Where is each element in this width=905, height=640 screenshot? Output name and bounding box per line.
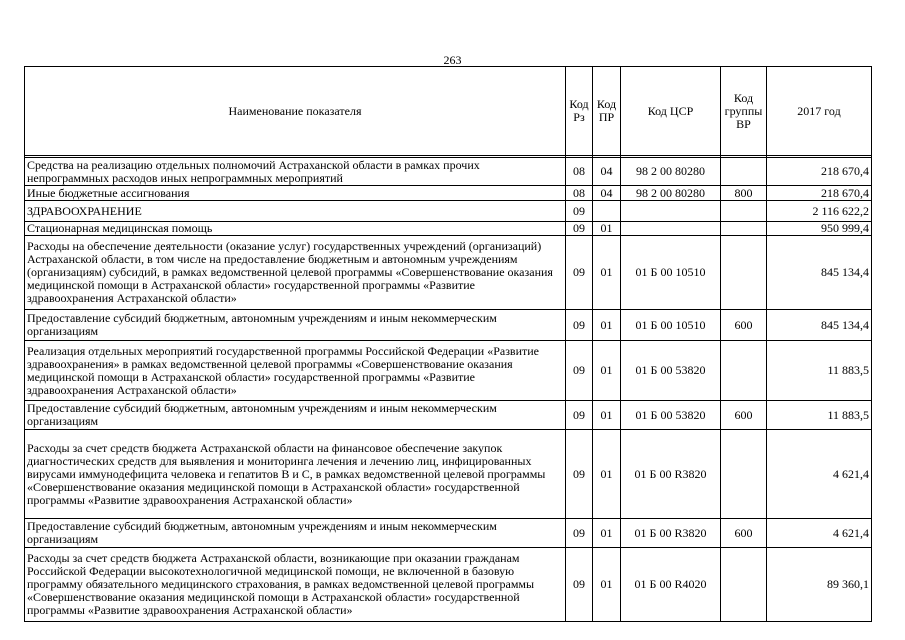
row-rz: 09: [566, 401, 593, 430]
table-row: [25, 401, 872, 430]
row-rz: 09: [566, 341, 593, 401]
row-name: Предоставление субсидий бюджетным, автономным учреждениям и иным некоммерческим организациям: [25, 401, 566, 430]
row-name: Стационарная медицинская помощь: [25, 222, 566, 236]
row-pr: 01: [593, 430, 621, 519]
row-vr: 800: [721, 186, 767, 201]
table-row: [25, 341, 872, 401]
row-sum: 2 116 622,2: [767, 201, 872, 222]
table-row: [25, 236, 872, 310]
row-sum: 845 134,4: [767, 310, 872, 341]
row-sum: 4 621,4: [767, 519, 872, 548]
row-csr: [621, 222, 721, 236]
row-vr: 600: [721, 401, 767, 430]
row-name: Расходы за счет средств бюджета Астраханской области, возникающие при оказании гражданам Российской Федерации высокотехнологичной медицинской помощи, не включенной в базовую программу обязательного медицинского страхования, в рамках ведомственной целевой программы «Совершенствование оказания медицинской помощи в Астраханской области» государственной программы «Развитие здравоохранения Астраханской области»: [25, 548, 566, 622]
table-row: [25, 430, 872, 519]
row-name: Иные бюджетные ассигнования: [25, 186, 566, 201]
row-rz: 09: [566, 201, 593, 222]
row-vr: 600: [721, 310, 767, 341]
row-csr: 98 2 00 80280: [621, 158, 721, 186]
row-vr: [721, 341, 767, 401]
row-pr: 04: [593, 186, 621, 201]
header-vr: Код группы ВР: [721, 67, 767, 156]
row-pr: 01: [593, 548, 621, 622]
row-csr: 01 Б 00 53820: [621, 341, 721, 401]
row-vr: [721, 222, 767, 236]
table-row: [25, 519, 872, 548]
row-rz: 08: [566, 186, 593, 201]
row-vr: [721, 430, 767, 519]
row-name: ЗДРАВООХРАНЕНИЕ: [25, 201, 566, 222]
row-name: Реализация отдельных мероприятий государственной программы Российской Федерации «Развитие здравоохранения» в рамках ведомственной целевой программы «Совершенствование оказания медицинской помощи в Астраханской области» государственной программы «Развитие здравоохранения Астраханской области»: [25, 341, 566, 401]
row-pr: 04: [593, 158, 621, 186]
row-csr: 01 Б 00 R4020: [621, 548, 721, 622]
row-sum: 218 670,4: [767, 158, 872, 186]
row-sum: 218 670,4: [767, 186, 872, 201]
row-csr: 98 2 00 80280: [621, 186, 721, 201]
row-pr: [593, 201, 621, 222]
row-rz: 09: [566, 519, 593, 548]
table-header-row: [25, 67, 872, 156]
row-rz: 08: [566, 158, 593, 186]
table-row: [25, 310, 872, 341]
row-csr: 01 Б 00 10510: [621, 310, 721, 341]
row-rz: 09: [566, 430, 593, 519]
budget-table: [24, 66, 872, 622]
row-vr: 600: [721, 519, 767, 548]
header-name: Наименование показателя: [25, 67, 566, 156]
row-csr: 01 Б 00 R3820: [621, 430, 721, 519]
row-sum: 845 134,4: [767, 236, 872, 310]
row-name: Предоставление субсидий бюджетным, автономным учреждениям и иным некоммерческим организациям: [25, 519, 566, 548]
row-name: Предоставление субсидий бюджетным, автономным учреждениям и иным некоммерческим организациям: [25, 310, 566, 341]
row-pr: 01: [593, 341, 621, 401]
row-pr: 01: [593, 310, 621, 341]
row-sum: 4 621,4: [767, 430, 872, 519]
table-row: [25, 222, 872, 236]
row-vr: [721, 548, 767, 622]
header-year: 2017 год: [767, 67, 872, 156]
header-csr: Код ЦСР: [621, 67, 721, 156]
row-sum: 89 360,1: [767, 548, 872, 622]
row-csr: 01 Б 00 53820: [621, 401, 721, 430]
row-sum: 950 999,4: [767, 222, 872, 236]
row-rz: 09: [566, 310, 593, 341]
header-rz: Код Рз: [566, 67, 593, 156]
header-pr: Код ПР: [593, 67, 621, 156]
table-row: [25, 548, 872, 622]
row-pr: 01: [593, 236, 621, 310]
row-vr: [721, 201, 767, 222]
row-name: Расходы за счет средств бюджета Астраханской области на финансовое обеспечение закупок диагностических средств для выявления и мониторинга лечения и лечению лиц, инфицированных вирусами иммунодефицита человека и гепатитов В и С, в рамках ведомственной целевой программы «Совершенствование оказания медицинской помощи в Астраханской области» государственной программы «Развитие здравоохранения Астраханской области»: [25, 430, 566, 519]
row-rz: 09: [566, 548, 593, 622]
row-vr: [721, 158, 767, 186]
row-sum: 11 883,5: [767, 341, 872, 401]
row-pr: 01: [593, 222, 621, 236]
row-csr: 01 Б 00 10510: [621, 236, 721, 310]
row-csr: 01 Б 00 R3820: [621, 519, 721, 548]
row-rz: 09: [566, 236, 593, 310]
page-number: 263: [443, 53, 462, 67]
row-vr: [721, 236, 767, 310]
row-rz: 09: [566, 222, 593, 236]
row-sum: 11 883,5: [767, 401, 872, 430]
row-pr: 01: [593, 519, 621, 548]
table-row: [25, 186, 872, 201]
table-row: [25, 158, 872, 186]
row-csr: [621, 201, 721, 222]
row-pr: 01: [593, 401, 621, 430]
row-name: Расходы на обеспечение деятельности (оказание услуг) государственных учреждений (организаций) Астраханской области, в том числе на предоставление бюджетным и автономным учреждениям (организациям) субсидий, в рамках ведомственной целевой программы «Совершенствование оказания медицинской помощи в Астраханской области» государственной программы «Развитие здравоохранения Астраханской области»: [25, 236, 566, 310]
table-row: [25, 201, 872, 222]
row-name: Средства на реализацию отдельных полномочий Астраханской области в рамках прочих непрограммных расходов иных непрограммных мероприятий: [25, 158, 566, 186]
